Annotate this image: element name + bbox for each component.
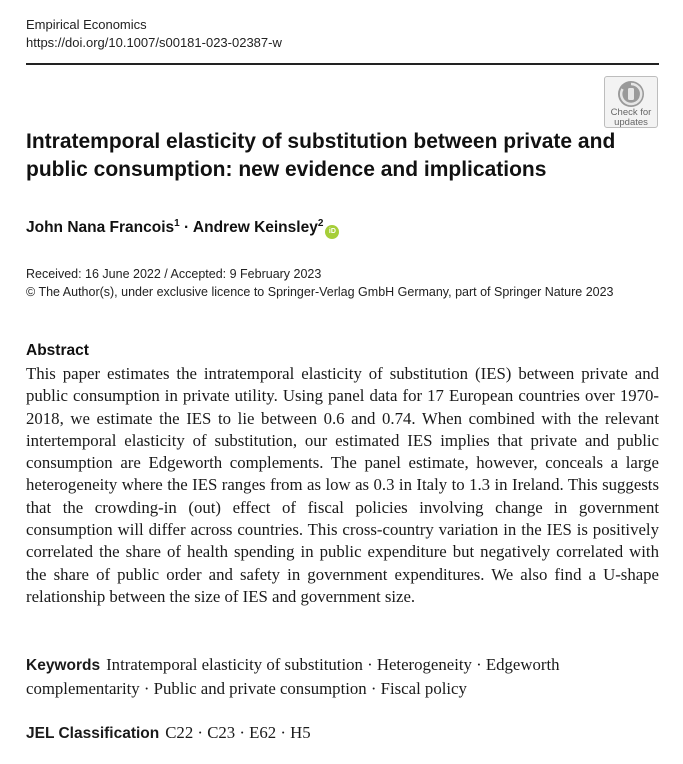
jel-codes: C22 · C23 · E62 · H5: [165, 723, 311, 742]
author-name[interactable]: Andrew Keinsley: [192, 219, 318, 236]
doi-link[interactable]: https://doi.org/10.1007/s00181-023-02387-w: [26, 35, 282, 50]
author-separator: ·: [179, 219, 193, 236]
jel-label: JEL Classification: [26, 725, 160, 742]
keywords-text: Intratemporal elasticity of substitution · Heterogeneity · Edgeworth complementarity · Public and private consumption · Fiscal policy: [26, 655, 560, 698]
jel-section: [26, 721, 311, 745]
copyright-notice: © The Author(s), under exclusive licence to Springer-Verlag GmbH Germany, part of Springer Nature 2023: [26, 285, 614, 299]
badge-label: [605, 108, 657, 128]
author-list: [26, 213, 339, 239]
abstract-heading: Abstract: [26, 342, 89, 359]
article-title: Intratemporal elasticity of substitution between private and public consumption: new evidence and implications: [26, 130, 616, 181]
keywords-section: [26, 653, 659, 700]
affiliation-marker: 2: [317, 218, 324, 229]
abstract-text: This paper estimates the intratemporal elasticity of substitution (IES) between private and public consumption in private utility. Using panel data for 17 European countries over 1970-2018, we estimate the IES to lie between 0.6 and 0.74. When combined with the relevant intertemporal elasticity of substitution, our estimated IES implies that private and public consumption are Edgeworth complements. The panel estimate, however, conceals a large heterogeneity where the IES ranges from as low as 0.3 in Italy to 1.3 in Ireland. This suggests that the crowding-in (out) effect of fiscal policies involving change in government consumption will differ across countries. This cross-country variation in the IES is positively correlated the share of health spending in public expenditure but negatively correlated with the share of public order and safety in government expenditures. We also find a U-shape relationship between the size of IES and government size.: [26, 364, 659, 606]
affiliation-marker: 1: [174, 218, 180, 229]
badge-label-line2: updates: [614, 117, 648, 128]
received-accepted-dates: Received: 16 June 2022 / Accepted: 9 February 2023: [26, 267, 322, 281]
journal-name: Empirical Economics: [26, 17, 147, 32]
badge-label-line1: Check for: [610, 107, 652, 118]
check-for-updates-badge[interactable]: [604, 76, 658, 128]
check-for-updates-icon: [617, 80, 645, 108]
author-name[interactable]: John Nana Francois: [26, 219, 175, 236]
keywords-label: Keywords: [26, 657, 101, 674]
header-rule: [26, 63, 659, 65]
orcid-icon[interactable]: iD: [325, 225, 339, 239]
